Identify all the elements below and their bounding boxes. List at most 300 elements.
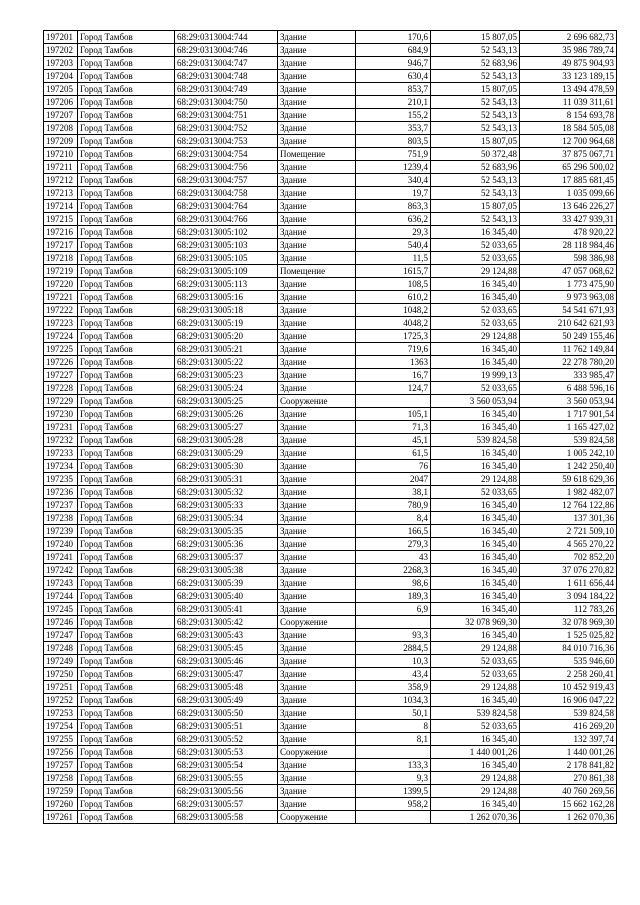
table-row bbox=[44, 759, 617, 772]
row-number: 197212 bbox=[44, 174, 78, 187]
area-cell: 45,1 bbox=[356, 434, 431, 447]
row-number: 197224 bbox=[44, 330, 78, 343]
cadastral-value-cell: 59 618 629,36 bbox=[520, 473, 617, 486]
area-cell: 76 bbox=[356, 460, 431, 473]
row-number: 197226 bbox=[44, 356, 78, 369]
table-row bbox=[44, 785, 617, 798]
table-row bbox=[44, 369, 617, 382]
table-row bbox=[44, 200, 617, 213]
locality-cell: Город Тамбов bbox=[78, 720, 175, 733]
object-type-cell: Здание bbox=[278, 291, 356, 304]
specific-value-cell: 3 560 053,94 bbox=[431, 395, 520, 408]
object-type-cell: Здание bbox=[278, 343, 356, 356]
row-number: 197254 bbox=[44, 720, 78, 733]
row-number: 197240 bbox=[44, 538, 78, 551]
cadastral-value-cell: 1 717 901,54 bbox=[520, 408, 617, 421]
locality-cell: Город Тамбов bbox=[78, 317, 175, 330]
locality-cell: Город Тамбов bbox=[78, 421, 175, 434]
specific-value-cell: 16 345,40 bbox=[431, 356, 520, 369]
locality-cell: Город Тамбов bbox=[78, 44, 175, 57]
specific-value-cell: 16 345,40 bbox=[431, 564, 520, 577]
row-number: 197217 bbox=[44, 239, 78, 252]
object-type-cell: Здание bbox=[278, 70, 356, 83]
cadastral-value-cell: 1 165 427,02 bbox=[520, 421, 617, 434]
specific-value-cell: 16 345,40 bbox=[431, 551, 520, 564]
object-type-cell: Здание bbox=[278, 655, 356, 668]
object-type-cell: Здание bbox=[278, 707, 356, 720]
cadastral-number-cell: 68:29:0313005:33 bbox=[175, 499, 278, 512]
cadastral-number-cell: 68:29:0313005:27 bbox=[175, 421, 278, 434]
cadastral-number-cell: 68:29:0313005:38 bbox=[175, 564, 278, 577]
table-row bbox=[44, 239, 617, 252]
specific-value-cell: 16 345,40 bbox=[431, 499, 520, 512]
cadastral-number-cell: 68:29:0313005:54 bbox=[175, 759, 278, 772]
locality-cell: Город Тамбов bbox=[78, 239, 175, 252]
cadastral-value-cell: 49 875 904,93 bbox=[520, 57, 617, 70]
row-number: 197245 bbox=[44, 603, 78, 616]
row-number: 197249 bbox=[44, 655, 78, 668]
row-number: 197214 bbox=[44, 200, 78, 213]
specific-value-cell: 539 824,58 bbox=[431, 434, 520, 447]
area-cell: 93,3 bbox=[356, 629, 431, 642]
cadastral-number-cell: 68:29:0313005:25 bbox=[175, 395, 278, 408]
row-number: 197228 bbox=[44, 382, 78, 395]
cadastral-value-cell: 54 541 671,93 bbox=[520, 304, 617, 317]
area-cell: 8 bbox=[356, 720, 431, 733]
table-row bbox=[44, 499, 617, 512]
area-cell: 8,1 bbox=[356, 733, 431, 746]
cadastral-value-cell: 33 427 939,31 bbox=[520, 213, 617, 226]
specific-value-cell: 29 124,88 bbox=[431, 785, 520, 798]
specific-value-cell: 16 345,40 bbox=[431, 460, 520, 473]
locality-cell: Город Тамбов bbox=[78, 577, 175, 590]
locality-cell: Город Тамбов bbox=[78, 538, 175, 551]
row-number: 197257 bbox=[44, 759, 78, 772]
area-cell: 1399,5 bbox=[356, 785, 431, 798]
row-number: 197260 bbox=[44, 798, 78, 811]
row-number: 197256 bbox=[44, 746, 78, 759]
locality-cell: Город Тамбов bbox=[78, 252, 175, 265]
cadastral-value-cell: 10 452 919,43 bbox=[520, 681, 617, 694]
specific-value-cell: 52 683,96 bbox=[431, 161, 520, 174]
table-row bbox=[44, 720, 617, 733]
cadastral-value-cell: 4 565 270,22 bbox=[520, 538, 617, 551]
object-type-cell: Здание bbox=[278, 512, 356, 525]
table-row bbox=[44, 187, 617, 200]
area-cell: 751,9 bbox=[356, 148, 431, 161]
row-number: 197215 bbox=[44, 213, 78, 226]
object-type-cell: Здание bbox=[278, 668, 356, 681]
cadastral-value-cell: 8 154 693,78 bbox=[520, 109, 617, 122]
locality-cell: Город Тамбов bbox=[78, 707, 175, 720]
area-cell: 1615,7 bbox=[356, 265, 431, 278]
locality-cell: Город Тамбов bbox=[78, 616, 175, 629]
locality-cell: Город Тамбов bbox=[78, 512, 175, 525]
specific-value-cell: 16 345,40 bbox=[431, 694, 520, 707]
cadastral-value-cell: 3 094 184,22 bbox=[520, 590, 617, 603]
area-cell: 9,3 bbox=[356, 772, 431, 785]
cadastral-value-cell: 18 584 505,08 bbox=[520, 122, 617, 135]
object-type-cell: Здание bbox=[278, 603, 356, 616]
area-cell bbox=[356, 811, 431, 824]
cadastral-value-cell: 2 258 260,41 bbox=[520, 668, 617, 681]
row-number: 197234 bbox=[44, 460, 78, 473]
object-type-cell: Здание bbox=[278, 590, 356, 603]
table-row bbox=[44, 83, 617, 96]
cadastral-number-cell: 68:29:0313005:49 bbox=[175, 694, 278, 707]
object-type-cell: Здание bbox=[278, 174, 356, 187]
object-type-cell: Здание bbox=[278, 525, 356, 538]
cadastral-number-cell: 68:29:0313005:113 bbox=[175, 278, 278, 291]
locality-cell: Город Тамбов bbox=[78, 174, 175, 187]
object-type-cell: Здание bbox=[278, 369, 356, 382]
cadastral-value-cell: 35 986 789,74 bbox=[520, 44, 617, 57]
area-cell: 71,3 bbox=[356, 421, 431, 434]
cadastral-value-cell: 28 118 984,46 bbox=[520, 239, 617, 252]
locality-cell: Город Тамбов bbox=[78, 213, 175, 226]
specific-value-cell: 29 124,88 bbox=[431, 330, 520, 343]
table-row bbox=[44, 538, 617, 551]
cadastral-value-cell: 17 885 681,45 bbox=[520, 174, 617, 187]
table-row bbox=[44, 252, 617, 265]
table-row bbox=[44, 564, 617, 577]
cadastral-number-cell: 68:29:0313005:16 bbox=[175, 291, 278, 304]
cadastral-value-cell: 3 560 053,94 bbox=[520, 395, 617, 408]
locality-cell: Город Тамбов bbox=[78, 473, 175, 486]
object-type-cell: Сооружение bbox=[278, 616, 356, 629]
cadastral-value-cell: 270 861,38 bbox=[520, 772, 617, 785]
locality-cell: Город Тамбов bbox=[78, 655, 175, 668]
locality-cell: Город Тамбов bbox=[78, 330, 175, 343]
locality-cell: Город Тамбов bbox=[78, 161, 175, 174]
row-number: 197201 bbox=[44, 31, 78, 44]
specific-value-cell: 52 033,65 bbox=[431, 486, 520, 499]
object-type-cell: Здание bbox=[278, 356, 356, 369]
cadastral-value-cell: 6 488 596,16 bbox=[520, 382, 617, 395]
cadastral-number-cell: 68:29:0313005:46 bbox=[175, 655, 278, 668]
table-row bbox=[44, 421, 617, 434]
specific-value-cell: 16 345,40 bbox=[431, 343, 520, 356]
area-cell: 1239,4 bbox=[356, 161, 431, 174]
row-number: 197208 bbox=[44, 122, 78, 135]
table-row bbox=[44, 694, 617, 707]
area-cell: 863,3 bbox=[356, 200, 431, 213]
cadastral-number-cell: 68:29:0313004:751 bbox=[175, 109, 278, 122]
area-cell bbox=[356, 395, 431, 408]
object-type-cell: Здание bbox=[278, 187, 356, 200]
locality-cell: Город Тамбов bbox=[78, 694, 175, 707]
area-cell: 166,5 bbox=[356, 525, 431, 538]
cadastral-number-cell: 68:29:0313004:746 bbox=[175, 44, 278, 57]
cadastral-number-cell: 68:29:0313005:32 bbox=[175, 486, 278, 499]
specific-value-cell: 539 824,58 bbox=[431, 707, 520, 720]
object-type-cell: Здание bbox=[278, 239, 356, 252]
specific-value-cell: 32 078 969,30 bbox=[431, 616, 520, 629]
locality-cell: Город Тамбов bbox=[78, 785, 175, 798]
locality-cell: Город Тамбов bbox=[78, 629, 175, 642]
cadastral-number-cell: 68:29:0313005:45 bbox=[175, 642, 278, 655]
row-number: 197229 bbox=[44, 395, 78, 408]
specific-value-cell: 15 807,05 bbox=[431, 200, 520, 213]
table-row bbox=[44, 473, 617, 486]
table-row bbox=[44, 551, 617, 564]
locality-cell: Город Тамбов bbox=[78, 499, 175, 512]
cadastral-value-cell: 50 249 155,46 bbox=[520, 330, 617, 343]
cadastral-number-cell: 68:29:0313005:28 bbox=[175, 434, 278, 447]
object-type-cell: Здание bbox=[278, 694, 356, 707]
area-cell: 6,9 bbox=[356, 603, 431, 616]
area-cell: 719,6 bbox=[356, 343, 431, 356]
row-number: 197237 bbox=[44, 499, 78, 512]
area-cell: 29,3 bbox=[356, 226, 431, 239]
object-type-cell: Здание bbox=[278, 681, 356, 694]
cadastral-number-cell: 68:29:0313005:21 bbox=[175, 343, 278, 356]
specific-value-cell: 52 033,65 bbox=[431, 239, 520, 252]
table-row bbox=[44, 798, 617, 811]
object-type-cell: Здание bbox=[278, 83, 356, 96]
cadastral-number-cell: 68:29:0313005:41 bbox=[175, 603, 278, 616]
cadastral-number-cell: 68:29:0313005:53 bbox=[175, 746, 278, 759]
specific-value-cell: 29 124,88 bbox=[431, 681, 520, 694]
locality-cell: Город Тамбов bbox=[78, 434, 175, 447]
cadastral-value-cell: 478 920,22 bbox=[520, 226, 617, 239]
row-number: 197261 bbox=[44, 811, 78, 824]
area-cell: 16,7 bbox=[356, 369, 431, 382]
area-cell: 155,2 bbox=[356, 109, 431, 122]
cadastral-value-cell: 132 397,74 bbox=[520, 733, 617, 746]
locality-cell: Город Тамбов bbox=[78, 265, 175, 278]
specific-value-cell: 16 345,40 bbox=[431, 538, 520, 551]
object-type-cell: Здание bbox=[278, 96, 356, 109]
area-cell: 210,1 bbox=[356, 96, 431, 109]
row-number: 197250 bbox=[44, 668, 78, 681]
table-row bbox=[44, 434, 617, 447]
cadastral-value-cell: 2 721 509,10 bbox=[520, 525, 617, 538]
cadastral-value-cell: 16 906 047,22 bbox=[520, 694, 617, 707]
object-type-cell: Помещение bbox=[278, 148, 356, 161]
cadastral-value-cell: 11 039 311,61 bbox=[520, 96, 617, 109]
area-cell: 853,7 bbox=[356, 83, 431, 96]
table-row bbox=[44, 512, 617, 525]
cadastral-number-cell: 68:29:0313004:758 bbox=[175, 187, 278, 200]
specific-value-cell: 52 543,13 bbox=[431, 96, 520, 109]
specific-value-cell: 1 440 001,26 bbox=[431, 746, 520, 759]
locality-cell: Город Тамбов bbox=[78, 57, 175, 70]
table-row bbox=[44, 356, 617, 369]
cadastral-number-cell: 68:29:0313005:55 bbox=[175, 772, 278, 785]
cadastral-number-cell: 68:29:0313005:52 bbox=[175, 733, 278, 746]
cadastral-number-cell: 68:29:0313005:57 bbox=[175, 798, 278, 811]
table-row bbox=[44, 408, 617, 421]
area-cell: 105,1 bbox=[356, 408, 431, 421]
row-number: 197225 bbox=[44, 343, 78, 356]
locality-cell: Город Тамбов bbox=[78, 408, 175, 421]
table-row bbox=[44, 746, 617, 759]
object-type-cell: Здание bbox=[278, 109, 356, 122]
area-cell: 958,2 bbox=[356, 798, 431, 811]
locality-cell: Город Тамбов bbox=[78, 525, 175, 538]
object-type-cell: Сооружение bbox=[278, 746, 356, 759]
locality-cell: Город Тамбов bbox=[78, 447, 175, 460]
locality-cell: Город Тамбов bbox=[78, 668, 175, 681]
cadastral-value-cell: 13 494 478,59 bbox=[520, 83, 617, 96]
cadastral-value-cell: 1 525 025,82 bbox=[520, 629, 617, 642]
cadastral-value-cell: 12 764 122,86 bbox=[520, 499, 617, 512]
object-type-cell: Здание bbox=[278, 499, 356, 512]
area-cell: 61,5 bbox=[356, 447, 431, 460]
specific-value-cell: 16 345,40 bbox=[431, 603, 520, 616]
table-row bbox=[44, 31, 617, 44]
cadastral-number-cell: 68:29:0313005:20 bbox=[175, 330, 278, 343]
locality-cell: Город Тамбов bbox=[78, 187, 175, 200]
row-number: 197253 bbox=[44, 707, 78, 720]
row-number: 197251 bbox=[44, 681, 78, 694]
locality-cell: Город Тамбов bbox=[78, 200, 175, 213]
specific-value-cell: 15 807,05 bbox=[431, 135, 520, 148]
cadastral-number-cell: 68:29:0313005:102 bbox=[175, 226, 278, 239]
cadastral-number-cell: 68:29:0313005:50 bbox=[175, 707, 278, 720]
table-row bbox=[44, 811, 617, 824]
row-number: 197243 bbox=[44, 577, 78, 590]
row-number: 197241 bbox=[44, 551, 78, 564]
table-row bbox=[44, 707, 617, 720]
table-row bbox=[44, 447, 617, 460]
area-cell: 1034,3 bbox=[356, 694, 431, 707]
table-row bbox=[44, 642, 617, 655]
cadastral-value-cell: 9 973 963,08 bbox=[520, 291, 617, 304]
specific-value-cell: 52 033,65 bbox=[431, 668, 520, 681]
table-row bbox=[44, 525, 617, 538]
row-number: 197211 bbox=[44, 161, 78, 174]
object-type-cell: Здание bbox=[278, 720, 356, 733]
cadastral-number-cell: 68:29:0313005:39 bbox=[175, 577, 278, 590]
locality-cell: Город Тамбов bbox=[78, 395, 175, 408]
cadastral-number-cell: 68:29:0313004:744 bbox=[175, 31, 278, 44]
cadastral-value-cell: 40 760 269,56 bbox=[520, 785, 617, 798]
locality-cell: Город Тамбов bbox=[78, 83, 175, 96]
row-number: 197205 bbox=[44, 83, 78, 96]
cadastral-value-cell: 416 269,20 bbox=[520, 720, 617, 733]
row-number: 197255 bbox=[44, 733, 78, 746]
specific-value-cell: 52 543,13 bbox=[431, 187, 520, 200]
specific-value-cell: 52 543,13 bbox=[431, 44, 520, 57]
table-row bbox=[44, 590, 617, 603]
cadastral-number-cell: 68:29:0313004:766 bbox=[175, 213, 278, 226]
locality-cell: Город Тамбов bbox=[78, 642, 175, 655]
row-number: 197221 bbox=[44, 291, 78, 304]
cadastral-number-cell: 68:29:0313005:109 bbox=[175, 265, 278, 278]
cadastral-value-cell: 47 057 068,62 bbox=[520, 265, 617, 278]
locality-cell: Город Тамбов bbox=[78, 70, 175, 83]
locality-cell: Город Тамбов bbox=[78, 278, 175, 291]
area-cell: 610,2 bbox=[356, 291, 431, 304]
object-type-cell: Здание bbox=[278, 200, 356, 213]
table-row bbox=[44, 109, 617, 122]
object-type-cell: Здание bbox=[278, 161, 356, 174]
object-type-cell: Здание bbox=[278, 772, 356, 785]
locality-cell: Город Тамбов bbox=[78, 135, 175, 148]
row-number: 197244 bbox=[44, 590, 78, 603]
locality-cell: Город Тамбов bbox=[78, 486, 175, 499]
row-number: 197206 bbox=[44, 96, 78, 109]
row-number: 197227 bbox=[44, 369, 78, 382]
area-cell: 98,6 bbox=[356, 577, 431, 590]
cadastral-number-cell: 68:29:0313005:48 bbox=[175, 681, 278, 694]
table-row bbox=[44, 733, 617, 746]
locality-cell: Город Тамбов bbox=[78, 369, 175, 382]
table-row bbox=[44, 226, 617, 239]
specific-value-cell: 16 345,40 bbox=[431, 590, 520, 603]
table-row bbox=[44, 265, 617, 278]
cadastral-number-cell: 68:29:0313005:47 bbox=[175, 668, 278, 681]
locality-cell: Город Тамбов bbox=[78, 733, 175, 746]
cadastral-number-cell: 68:29:0313005:24 bbox=[175, 382, 278, 395]
cadastral-value-cell: 1 242 250,40 bbox=[520, 460, 617, 473]
locality-cell: Город Тамбов bbox=[78, 460, 175, 473]
cadastral-number-cell: 68:29:0313004:749 bbox=[175, 83, 278, 96]
object-type-cell: Здание bbox=[278, 304, 356, 317]
object-type-cell: Здание bbox=[278, 330, 356, 343]
locality-cell: Город Тамбов bbox=[78, 343, 175, 356]
object-type-cell: Здание bbox=[278, 135, 356, 148]
object-type-cell: Здание bbox=[278, 759, 356, 772]
row-number: 197207 bbox=[44, 109, 78, 122]
cadastral-number-cell: 68:29:0313005:56 bbox=[175, 785, 278, 798]
cadastral-number-cell: 68:29:0313005:26 bbox=[175, 408, 278, 421]
row-number: 197236 bbox=[44, 486, 78, 499]
area-cell: 10,3 bbox=[356, 655, 431, 668]
specific-value-cell: 29 124,88 bbox=[431, 772, 520, 785]
cadastral-number-cell: 68:29:0313005:19 bbox=[175, 317, 278, 330]
object-type-cell: Здание bbox=[278, 382, 356, 395]
table-row bbox=[44, 629, 617, 642]
area-cell: 43,4 bbox=[356, 668, 431, 681]
cadastral-number-cell: 68:29:0313005:22 bbox=[175, 356, 278, 369]
cadastral-number-cell: 68:29:0313004:757 bbox=[175, 174, 278, 187]
area-cell: 1048,2 bbox=[356, 304, 431, 317]
object-type-cell: Здание bbox=[278, 486, 356, 499]
specific-value-cell: 16 345,40 bbox=[431, 447, 520, 460]
table-row bbox=[44, 616, 617, 629]
specific-value-cell: 19 999,13 bbox=[431, 369, 520, 382]
cadastral-number-cell: 68:29:0313004:747 bbox=[175, 57, 278, 70]
table-row bbox=[44, 382, 617, 395]
specific-value-cell: 16 345,40 bbox=[431, 798, 520, 811]
row-number: 197222 bbox=[44, 304, 78, 317]
area-cell: 540,4 bbox=[356, 239, 431, 252]
cadastral-value-cell: 1 262 070,36 bbox=[520, 811, 617, 824]
object-type-cell: Сооружение bbox=[278, 811, 356, 824]
cadastral-number-cell: 68:29:0313005:43 bbox=[175, 629, 278, 642]
cadastral-number-cell: 68:29:0313005:35 bbox=[175, 525, 278, 538]
table-row bbox=[44, 330, 617, 343]
cadastral-value-cell: 32 078 969,30 bbox=[520, 616, 617, 629]
row-number: 197246 bbox=[44, 616, 78, 629]
object-type-cell: Здание bbox=[278, 538, 356, 551]
table-row bbox=[44, 668, 617, 681]
area-cell: 1725,3 bbox=[356, 330, 431, 343]
locality-cell: Город Тамбов bbox=[78, 304, 175, 317]
specific-value-cell: 52 543,13 bbox=[431, 109, 520, 122]
object-type-cell: Здание bbox=[278, 447, 356, 460]
row-number: 197203 bbox=[44, 57, 78, 70]
cadastral-value-cell: 702 852,20 bbox=[520, 551, 617, 564]
cadastral-value-cell: 84 010 716,36 bbox=[520, 642, 617, 655]
specific-value-cell: 16 345,40 bbox=[431, 577, 520, 590]
cadastral-number-cell: 68:29:0313005:58 bbox=[175, 811, 278, 824]
row-number: 197210 bbox=[44, 148, 78, 161]
specific-value-cell: 52 033,65 bbox=[431, 252, 520, 265]
